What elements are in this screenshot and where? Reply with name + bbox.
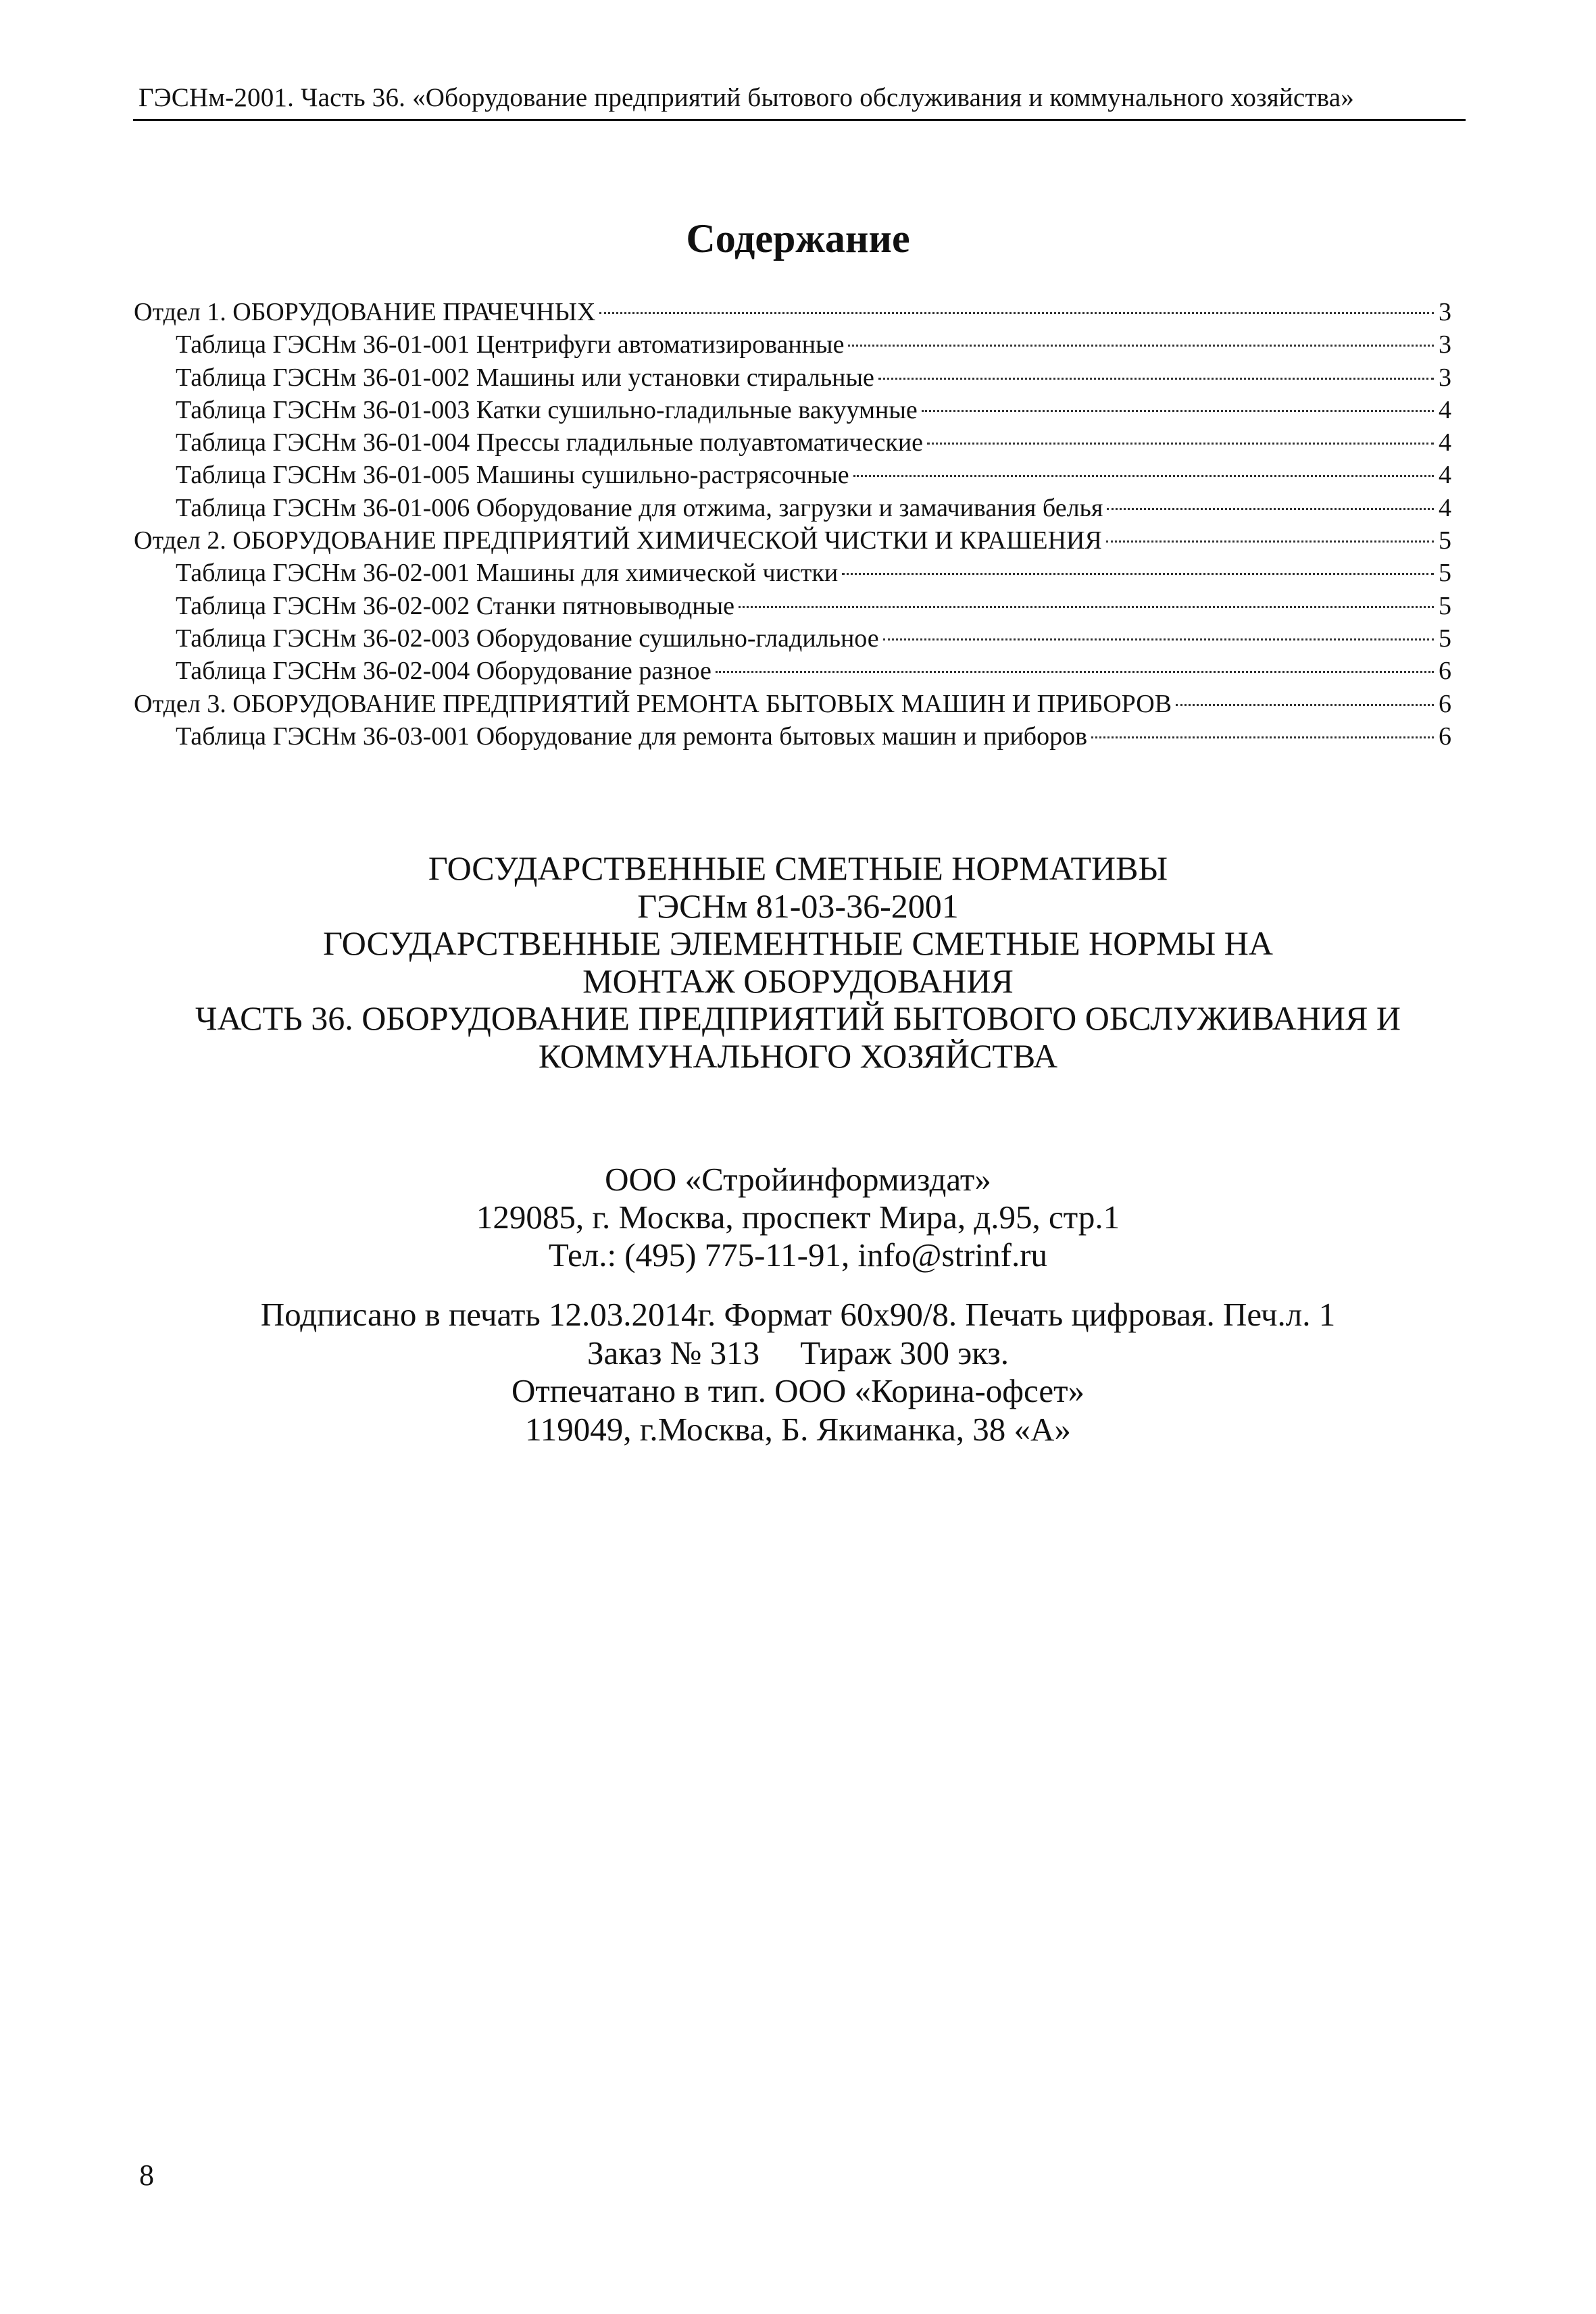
publisher-block <box>0 1161 1596 1274</box>
dot-leader <box>1107 508 1434 510</box>
toc-entry-table-36-01-001[interactable] <box>134 328 1451 361</box>
toc-entry-text: Отдел 1. ОБОРУДОВАНИЕ ПРАЧЕЧНЫХ <box>134 298 596 326</box>
running-header: ГЭСНм-2001. Часть 36. «Оборудование предприятий бытового обслуживания и коммунального хозяйства» <box>139 83 1354 112</box>
toc-entry-text: Таблица ГЭСНм 36-01-002 Машины или установки стиральные <box>176 363 874 392</box>
table-of-contents <box>134 296 1451 753</box>
title-line-standards: ГОСУДАРСТВЕННЫЕ СМЕТНЫЕ НОРМАТИВЫ <box>428 849 1168 887</box>
title-line-installation: МОНТАЖ ОБОРУДОВАНИЯ <box>582 961 1014 1000</box>
page-number: 8 <box>139 2159 154 2192</box>
toc-entry-section-1[interactable] <box>134 296 1451 328</box>
toc-entry-text: Отдел 2. ОБОРУДОВАНИЕ ПРЕДПРИЯТИЙ ХИМИЧЕСКОЙ ЧИСТКИ И КРАШЕНИЯ <box>134 526 1102 555</box>
toc-entry-page: 5 <box>1439 624 1451 653</box>
toc-entry-table-36-03-001[interactable] <box>134 720 1451 753</box>
imprint-printer-address: 119049, г.Москва, Б. Якиманка, 38 «А» <box>525 1410 1071 1448</box>
dot-leader <box>1091 736 1434 738</box>
publisher-name: ООО «Стройинформиздат» <box>605 1161 991 1198</box>
imprint-signed: Подписано в печать 12.03.2014г. Формат 60x90/8. Печать цифровая. Печ.л. 1 <box>260 1296 1336 1333</box>
title-line-part: ЧАСТЬ 36. ОБОРУДОВАНИЕ ПРЕДПРИЯТИЙ БЫТОВОГО ОБСЛУЖИВАНИЯ И <box>195 999 1401 1038</box>
toc-entry-page: 4 <box>1439 493 1451 522</box>
toc-entry-table-36-02-003[interactable] <box>134 622 1451 655</box>
title-line-part-cont: КОММУНАЛЬНОГО ХОЗЯЙСТВА <box>538 1036 1058 1075</box>
dot-leader <box>716 671 1434 673</box>
toc-entry-table-36-01-003[interactable] <box>134 394 1451 426</box>
toc-entry-table-36-01-005[interactable] <box>134 459 1451 491</box>
toc-entry-text: Таблица ГЭСНм 36-03-001 Оборудование для ремонта бытовых машин и приборов <box>176 722 1088 751</box>
toc-entry-text: Таблица ГЭСНм 36-01-006 Оборудование для отжима, загрузки и замачивания белья <box>176 493 1103 522</box>
toc-entry-text: Таблица ГЭСНм 36-01-001 Центрифуги автоматизированные <box>176 330 845 359</box>
toc-entry-text: Таблица ГЭСНм 36-02-004 Оборудование разное <box>176 657 712 686</box>
toc-entry-section-2[interactable] <box>134 524 1451 557</box>
dot-leader <box>927 443 1434 445</box>
publisher-address: 129085, г. Москва, проспект Мира, д.95, стр.1 <box>476 1199 1120 1236</box>
toc-entry-section-3[interactable] <box>134 688 1451 720</box>
toc-title: Содержание <box>686 216 910 261</box>
imprint-printed-at: Отпечатано в тип. ООО «Корина-офсет» <box>511 1372 1085 1409</box>
header-rule <box>133 119 1466 121</box>
imprint-order: Заказ № 313 <box>587 1334 760 1372</box>
toc-entry-page: 5 <box>1439 526 1451 555</box>
toc-entry-text: Таблица ГЭСНм 36-02-003 Оборудование сушильно-гладильное <box>176 624 879 653</box>
dot-leader <box>739 606 1434 608</box>
dot-leader <box>883 638 1434 640</box>
toc-entry-text: Таблица ГЭСНм 36-02-002 Станки пятновыводные <box>176 591 735 620</box>
toc-entry-table-36-02-001[interactable] <box>134 557 1451 589</box>
title-line-code: ГЭСНм 81-03-36-2001 <box>637 886 959 925</box>
dot-leader <box>922 410 1434 412</box>
toc-entry-page: 6 <box>1439 722 1451 751</box>
dot-leader <box>842 573 1434 575</box>
toc-entry-text: Таблица ГЭСНм 36-01-004 Прессы гладильные полуавтоматические <box>176 428 924 457</box>
toc-entry-page: 4 <box>1439 461 1451 490</box>
toc-entry-page: 3 <box>1439 298 1451 326</box>
dot-leader <box>848 345 1434 347</box>
toc-entry-table-36-02-002[interactable] <box>134 590 1451 622</box>
toc-entry-text: Таблица ГЭСНм 36-01-003 Катки сушильно-гладильные вакуумные <box>176 395 918 424</box>
toc-entry-page: 6 <box>1439 689 1451 718</box>
title-line-norms: ГОСУДАРСТВЕННЫЕ ЭЛЕМЕНТНЫЕ СМЕТНЫЕ НОРМЫ НА <box>323 924 1273 963</box>
toc-entry-page: 5 <box>1439 559 1451 588</box>
dot-leader <box>1176 704 1434 706</box>
document-title-block <box>0 850 1596 1076</box>
toc-entry-page: 4 <box>1439 428 1451 457</box>
toc-entry-table-36-01-002[interactable] <box>134 361 1451 394</box>
toc-entry-table-36-01-004[interactable] <box>134 426 1451 459</box>
dot-leader <box>853 475 1434 477</box>
toc-entry-page: 6 <box>1439 657 1451 686</box>
toc-entry-table-36-02-004[interactable] <box>134 655 1451 687</box>
toc-entry-text: Таблица ГЭСНм 36-02-001 Машины для химической чистки <box>176 559 839 588</box>
imprint-order-line <box>0 1334 1596 1373</box>
imprint-block <box>0 1296 1596 1449</box>
imprint-print-run: Тираж 300 экз. <box>800 1334 1009 1372</box>
dot-leader <box>599 312 1434 314</box>
publisher-contacts: Тел.: (495) 775-11-91, info@strinf.ru <box>548 1236 1048 1274</box>
toc-entry-page: 3 <box>1439 363 1451 392</box>
toc-entry-page: 3 <box>1439 330 1451 359</box>
dot-leader <box>878 378 1434 380</box>
toc-entry-page: 4 <box>1439 395 1451 424</box>
dot-leader <box>1106 540 1434 543</box>
toc-entry-table-36-01-006[interactable] <box>134 492 1451 524</box>
toc-entry-page: 5 <box>1439 591 1451 620</box>
toc-entry-text: Таблица ГЭСНм 36-01-005 Машины сушильно-растрясочные <box>176 461 849 490</box>
toc-entry-text: Отдел 3. ОБОРУДОВАНИЕ ПРЕДПРИЯТИЙ РЕМОНТА БЫТОВЫХ МАШИН И ПРИБОРОВ <box>134 689 1172 718</box>
